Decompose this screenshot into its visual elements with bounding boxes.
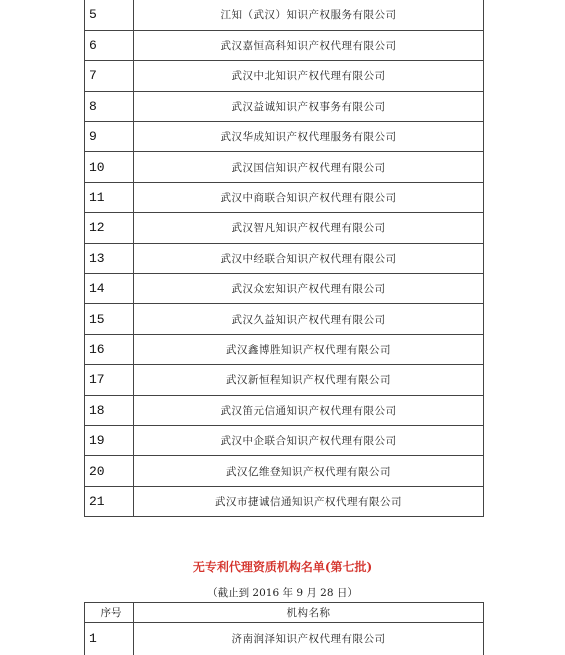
row-agency-name: 武汉中商联合知识产权代理有限公司 (134, 182, 484, 212)
row-serial-number: 1 (85, 623, 134, 655)
row-agency-name: 武汉新恒程知识产权代理有限公司 (134, 365, 484, 395)
table-row (85, 91, 484, 121)
row-agency-name: 武汉笛元信通知识产权代理有限公司 (134, 395, 484, 425)
row-agency-name: 江知（武汉）知识产权服务有限公司 (134, 0, 484, 30)
row-serial-number: 21 (85, 486, 134, 516)
table-row (85, 486, 484, 516)
table-row (85, 61, 484, 91)
table-row (85, 152, 484, 182)
table-row (85, 0, 484, 30)
row-agency-name: 武汉亿维登知识产权代理有限公司 (134, 456, 484, 486)
table-row (85, 213, 484, 243)
table-row (85, 365, 484, 395)
row-serial-number: 13 (85, 243, 134, 273)
table-row (85, 334, 484, 364)
row-agency-name: 武汉众宏知识产权代理有限公司 (134, 274, 484, 304)
table-row (85, 304, 484, 334)
agency-list-body (85, 0, 484, 517)
row-serial-number: 20 (85, 456, 134, 486)
table-row (85, 122, 484, 152)
row-agency-name: 武汉中北知识产权代理有限公司 (134, 61, 484, 91)
row-agency-name: 武汉华成知识产权代理服务有限公司 (134, 122, 484, 152)
table-row (85, 623, 484, 655)
table-row (85, 243, 484, 273)
table-row (85, 30, 484, 60)
row-agency-name: 武汉智凡知识产权代理有限公司 (134, 213, 484, 243)
table-row (85, 182, 484, 212)
header-serial-number: 序号 (85, 603, 134, 623)
row-serial-number: 8 (85, 91, 134, 121)
row-serial-number: 9 (85, 122, 134, 152)
row-agency-name: 武汉嘉恒高科知识产权代理有限公司 (134, 30, 484, 60)
row-serial-number: 11 (85, 182, 134, 212)
row-agency-name: 武汉中企联合知识产权代理有限公司 (134, 425, 484, 455)
unqualified-agency-table (84, 602, 484, 655)
row-serial-number: 12 (85, 213, 134, 243)
row-agency-name: 武汉国信知识产权代理有限公司 (134, 152, 484, 182)
agency-list-table (84, 0, 484, 517)
section-title: 无专利代理资质机构名单(第七批) (192, 560, 373, 574)
row-agency-name: 武汉益诚知识产权事务有限公司 (134, 91, 484, 121)
row-agency-name: 武汉市捷诚信通知识产权代理有限公司 (134, 486, 484, 516)
row-agency-name: 济南润泽知识产权代理有限公司 (134, 623, 484, 655)
table-row (85, 395, 484, 425)
unqualified-agency-body (85, 603, 484, 655)
table-row (85, 456, 484, 486)
table-header-row (85, 603, 484, 623)
table-row (85, 425, 484, 455)
section-date: （截止到 2016 年 9 月 28 日） (207, 587, 358, 599)
row-serial-number: 6 (85, 30, 134, 60)
row-agency-name: 武汉中经联合知识产权代理有限公司 (134, 243, 484, 273)
row-serial-number: 7 (85, 61, 134, 91)
row-serial-number: 17 (85, 365, 134, 395)
row-serial-number: 18 (85, 395, 134, 425)
row-serial-number: 15 (85, 304, 134, 334)
header-agency-name: 机构名称 (134, 603, 484, 623)
row-serial-number: 19 (85, 425, 134, 455)
row-serial-number: 16 (85, 334, 134, 364)
row-serial-number: 10 (85, 152, 134, 182)
table-row (85, 274, 484, 304)
row-agency-name: 武汉久益知识产权代理有限公司 (134, 304, 484, 334)
row-agency-name: 武汉鑫博胜知识产权代理有限公司 (134, 334, 484, 364)
row-serial-number: 5 (85, 0, 134, 30)
row-serial-number: 14 (85, 274, 134, 304)
